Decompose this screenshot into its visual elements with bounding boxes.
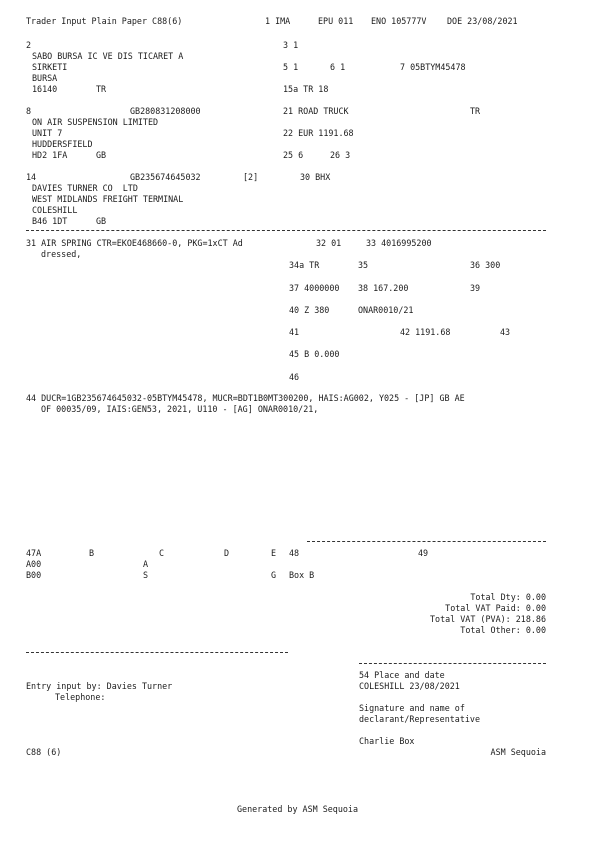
entry-input-by: Entry input by: Davies Turner [26, 681, 173, 691]
total-vat-pva: Total VAT (PVA): 218.86 [430, 614, 546, 624]
exporter-country: TR [96, 84, 107, 94]
box-40-reference: ONAR0010/21 [358, 305, 414, 315]
box-36-preference: 36 300 [470, 260, 501, 270]
exporter-name-line2: SIRKETI [32, 62, 68, 72]
consignee-postcode: HD2 1FA [32, 150, 68, 160]
box-38-net-mass: 38 167.200 [358, 283, 409, 293]
box-37-procedure: 37 4000000 [289, 283, 340, 293]
signature-label-line2: declarant/Representative [359, 714, 481, 724]
tax-row1-code: A00 [26, 559, 42, 569]
box-31-description: 31 AIR SPRING CTR=EKOE468660-0, PKG=1xCT Ad [26, 238, 243, 248]
box-21-transport: 21 ROAD TRUCK [283, 106, 349, 116]
box-39-quota: 39 [470, 283, 481, 293]
tax-row1-c: A [143, 559, 149, 569]
box-46-statistical-value: 46 [289, 372, 300, 382]
tax-row2-c: S [143, 570, 149, 580]
software-name: ASM Sequoia [490, 747, 546, 757]
box-43-valuation: 43 [500, 327, 511, 337]
box-31-continued: dressed, [41, 249, 82, 259]
tax-row2-code: B00 [26, 570, 42, 580]
representation-code: [2] [243, 172, 259, 182]
box-25: 25 6 [283, 150, 304, 160]
declarant-country: GB [96, 216, 107, 226]
exporter-city: BURSA [32, 73, 58, 83]
box-42-item-price: 42 1191.68 [400, 327, 451, 337]
total-duty: Total Dty: 0.00 [470, 592, 546, 602]
box-5: 5 1 [283, 62, 299, 72]
box-2-label: 2 [26, 40, 32, 50]
box-44-additional-info: 44 DUCR=1GB235674645032-05BTYM45478, MUCR=BDT1B0MT300200, HAIS:AG002, Y025 - [JP] GB AE [26, 393, 465, 403]
form-reference: C88 (6) [26, 747, 62, 757]
box-b-label: Box B [289, 570, 315, 580]
tax-col-e: E [271, 548, 277, 558]
entry-number: ENO 105777V [371, 16, 427, 26]
box-35-gross-mass: 35 [358, 260, 369, 270]
declarant-city: COLESHILL [32, 205, 78, 215]
declarant-address: WEST MIDLANDS FREIGHT TERMINAL [32, 194, 184, 204]
box-49: 49 [418, 548, 429, 558]
tax-row2-g: G [271, 570, 277, 580]
box-6: 6 1 [330, 62, 346, 72]
tax-col-d: D [224, 548, 230, 558]
box-15a: 15a TR 18 [283, 84, 329, 94]
tax-divider [307, 541, 546, 542]
declarant-name: DAVIES TURNER CO LTD [32, 183, 138, 193]
box-14-label: 14 [26, 172, 37, 182]
exporter-name-line1: SABO BURSA IC VE DIS TICARET A [32, 51, 184, 61]
box-21-nationality: TR [470, 106, 481, 116]
declarant-postcode: B46 1DT [32, 216, 68, 226]
section-divider [26, 230, 546, 231]
tax-col-b: B [89, 548, 95, 558]
box-26: 26 3 [330, 150, 351, 160]
box-34a-origin: 34a TR [289, 260, 320, 270]
consignee-address: UNIT 7 [32, 128, 63, 138]
consignee-city: HUDDERSFIELD [32, 139, 93, 149]
box-54-label: 54 Place and date [359, 670, 445, 680]
box-8-label: 8 [26, 106, 32, 116]
place-and-date: COLESHILL 23/08/2021 [359, 681, 460, 691]
box-44-additional-info-cont: OF 00035/09, IAIS:GEN53, 2021, U110 - [AG] ONAR0010/21, [41, 404, 319, 414]
total-vat-paid: Total VAT Paid: 0.00 [445, 603, 546, 613]
box-3: 3 1 [283, 40, 299, 50]
generated-by-footer: Generated by ASM Sequoia [236, 804, 358, 814]
box-1-declaration-type: 1 IMA [265, 16, 291, 26]
box-40-previous-doc: 40 Z 380 [289, 305, 330, 315]
signature-label-line1: Signature and name of [359, 703, 465, 713]
consignee-eori: GB280831208000 [130, 106, 201, 116]
epu-number: EPU 011 [318, 16, 354, 26]
consignee-name: ON AIR SUSPENSION LIMITED [32, 117, 159, 127]
tax-col-c: C [159, 548, 165, 558]
telephone-label: Telephone: [55, 692, 106, 702]
signatory-name: Charlie Box [359, 736, 415, 746]
box-41-supp-units: 41 [289, 327, 300, 337]
box-22-invoice: 22 EUR 1191.68 [283, 128, 354, 138]
declarant-eori: GB235674645032 [130, 172, 201, 182]
box-33-commodity: 33 4016995200 [366, 238, 432, 248]
box-30-location: 30 BHX [300, 172, 331, 182]
box-48: 48 [289, 548, 300, 558]
total-other: Total Other: 0.00 [460, 625, 546, 635]
box-45-adjustment: 45 B 0.000 [289, 349, 340, 359]
consignee-country: GB [96, 150, 107, 160]
box-32-item: 32 01 [316, 238, 342, 248]
box-7: 7 05BTYM45478 [400, 62, 466, 72]
document-title: Trader Input Plain Paper C88(6) [26, 16, 183, 26]
signature-divider [359, 663, 546, 664]
exporter-postcode: 16140 [32, 84, 58, 94]
box-47a: 47A [26, 548, 42, 558]
entry-divider [26, 652, 288, 653]
date-of-entry: DOE 23/08/2021 [447, 16, 518, 26]
